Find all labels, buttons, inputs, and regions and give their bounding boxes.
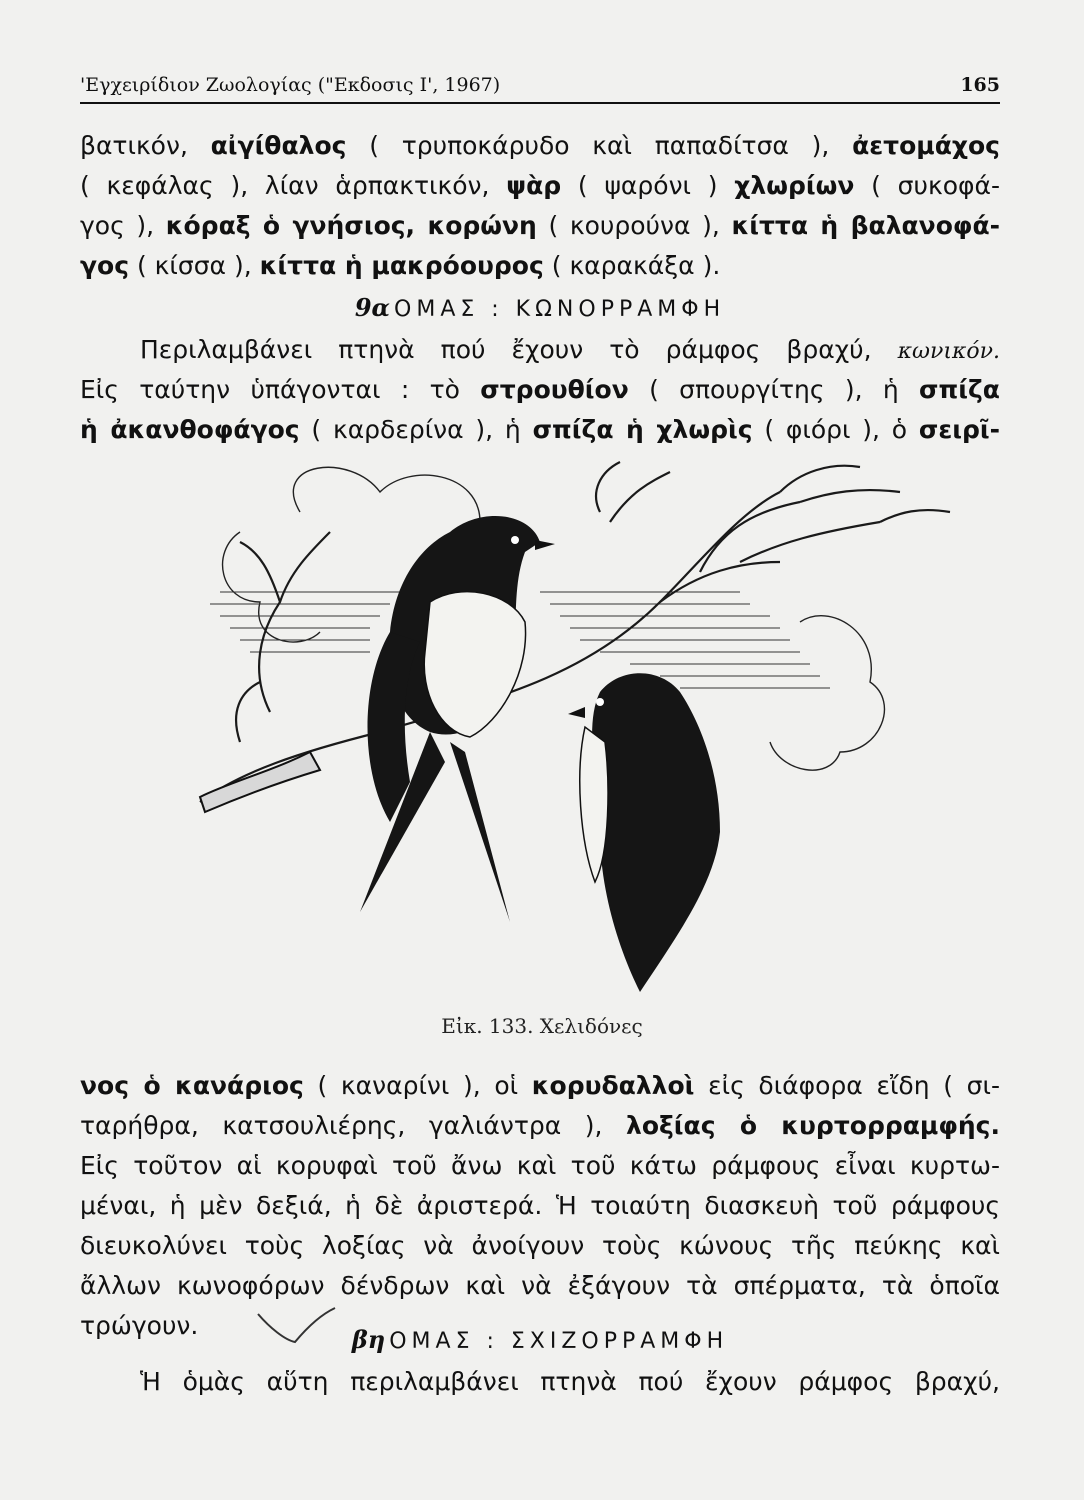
text-run: Εἰς τοῦτον αἱ κορυφαὶ τοῦ ἄνω καὶ τοῦ κάτω ράμφους εἶναι κυρτω- bbox=[80, 1151, 1000, 1180]
paragraph-schizorramfi bbox=[80, 1362, 1000, 1402]
page-number: 165 bbox=[960, 74, 1000, 96]
bold-term: κίττα ἡ μακρόουρος bbox=[259, 251, 544, 280]
text-line bbox=[80, 246, 1000, 286]
paragraph-konorramfi bbox=[80, 330, 1000, 450]
bold-term: λοξίας ὁ κυρτορραμφής. bbox=[626, 1111, 1000, 1140]
text-run: μέναι, ἡ μὲν δεξιά, ἡ δὲ ἀριστερά. Ἡ τοιαύτη διασκευὴ τοῦ ράμφους bbox=[80, 1191, 1000, 1220]
text-run: ( κεφάλας ), λίαν ἁρπακτικόν, bbox=[80, 171, 507, 200]
bold-term: σπίζα ἡ χλωρὶς bbox=[532, 415, 753, 444]
text-line bbox=[80, 1266, 1000, 1306]
cloud-shape bbox=[770, 616, 884, 770]
bold-term: σειρῖ- bbox=[918, 415, 1001, 444]
running-header bbox=[80, 68, 1000, 104]
twig bbox=[780, 466, 950, 522]
text-run: ταρήθρα, κατσουλιέρης, γαλιάντρα ), bbox=[80, 1111, 627, 1140]
text-run: Εἰς ταύτην ὑπάγονται : τὸ bbox=[80, 375, 481, 404]
bold-term: ἀετομάχος bbox=[852, 131, 1000, 160]
text-run: βατικόν, bbox=[80, 131, 211, 160]
text-run: ( τρυποκάρυδο καὶ παπαδίτσα ), bbox=[346, 131, 853, 160]
paragraph-continuation bbox=[80, 1066, 1000, 1346]
text-line bbox=[80, 410, 1000, 450]
section-heading bbox=[80, 290, 1000, 326]
text-run: Περιλαμβάνει πτηνὰ πού ἔχουν τὸ ράμφος βραχύ, bbox=[140, 335, 898, 364]
text-line bbox=[80, 1186, 1000, 1226]
text-line bbox=[80, 330, 1000, 370]
bold-term: κόραξ ὁ γνήσιος, κορώνη bbox=[165, 211, 537, 240]
text-run: διευκολύνει τοὺς λοξίας νὰ ἀνοίγουν τοὺς κώνους τῆς πεύκης καὶ bbox=[80, 1231, 1000, 1260]
heading-text: ΟΜΑΣ : ΚΩΝΟΡΡΑΜΦΗ bbox=[394, 297, 726, 322]
text-run: ( ψαρόνι ) bbox=[561, 171, 735, 200]
text-run: ( κουρούνα ), bbox=[536, 211, 732, 240]
barn-swallow bbox=[360, 516, 555, 922]
text-run: ( φιόρι ), ὁ bbox=[752, 415, 919, 444]
bold-term: σπίζα bbox=[919, 375, 1000, 404]
text-line bbox=[80, 370, 1000, 410]
bold-term: στρουθίον bbox=[480, 375, 629, 404]
text-run: ἄλλων κωνοφόρων δένδρων καὶ νὰ ἐξάγουν τὰ σπέρματα, τὰ ὁποῖα bbox=[80, 1271, 1000, 1300]
text-line bbox=[80, 166, 1000, 206]
text-line bbox=[80, 1146, 1000, 1186]
bold-term: ψὰρ bbox=[506, 171, 562, 200]
paragraph-birds-list bbox=[80, 126, 1000, 286]
heading-text: ΟΜΑΣ : ΣΧΙΖΟΡΡΑΜΦΗ bbox=[389, 1329, 729, 1354]
text-run: ( καρδερίνα ), ἡ bbox=[299, 415, 533, 444]
bold-term: αἰγίθαλος bbox=[210, 131, 347, 160]
section-heading bbox=[80, 1322, 1000, 1358]
bold-term: κορυδαλλοὶ bbox=[531, 1071, 695, 1100]
swallows-illustration bbox=[180, 452, 960, 1022]
handwritten-annotation: 9α bbox=[354, 293, 391, 322]
text-line bbox=[80, 126, 1000, 166]
text-run: εἰς διάφορα εἴδη ( σι- bbox=[694, 1071, 1000, 1100]
house-martin bbox=[568, 673, 720, 992]
text-line bbox=[80, 206, 1000, 246]
bold-term: ἡ ἀκανθοφάγος bbox=[80, 415, 300, 444]
twig bbox=[236, 682, 260, 742]
text-run: γος ), bbox=[80, 211, 166, 240]
branch-knot bbox=[200, 752, 320, 812]
text-run: ( καρακάξα ). bbox=[543, 251, 721, 280]
twig bbox=[596, 462, 670, 522]
bold-term: νος ὁ κανάριος bbox=[80, 1071, 304, 1100]
text-line bbox=[80, 1066, 1000, 1106]
text-line bbox=[80, 1106, 1000, 1146]
handwritten-annotation: βη bbox=[351, 1325, 386, 1354]
cloud-shape bbox=[223, 532, 320, 642]
header-title: 'Εγχειρίδιον Ζωολογίας ("Εκδοσις Ι', 1967) bbox=[80, 74, 501, 96]
text-run: Ἡ ὁμὰς αὕτη περιλαμβάνει πτηνὰ πού ἔχουν ράμφος βραχύ, bbox=[140, 1367, 1000, 1396]
twig bbox=[660, 492, 880, 602]
bold-term: χλωρίων bbox=[734, 171, 855, 200]
bold-term: κίττα ἡ βαλανοφά- bbox=[731, 211, 1000, 240]
text-line bbox=[80, 1226, 1000, 1266]
text-line bbox=[80, 1362, 1000, 1402]
text-run: ( σπουργίτης ), ἡ bbox=[628, 375, 920, 404]
bold-term: γος bbox=[80, 251, 130, 280]
text-run: ( κίσσα ), bbox=[129, 251, 260, 280]
text-run: ( συκοφά- bbox=[854, 171, 1000, 200]
figure-caption: Εἰκ. 133. Χελιδόνες bbox=[441, 1014, 643, 1038]
text-run: τρώγουν. bbox=[80, 1311, 199, 1340]
italic-term: κωνικόν. bbox=[897, 339, 1000, 364]
text-run: ( καναρίνι ), οἱ bbox=[303, 1071, 532, 1100]
